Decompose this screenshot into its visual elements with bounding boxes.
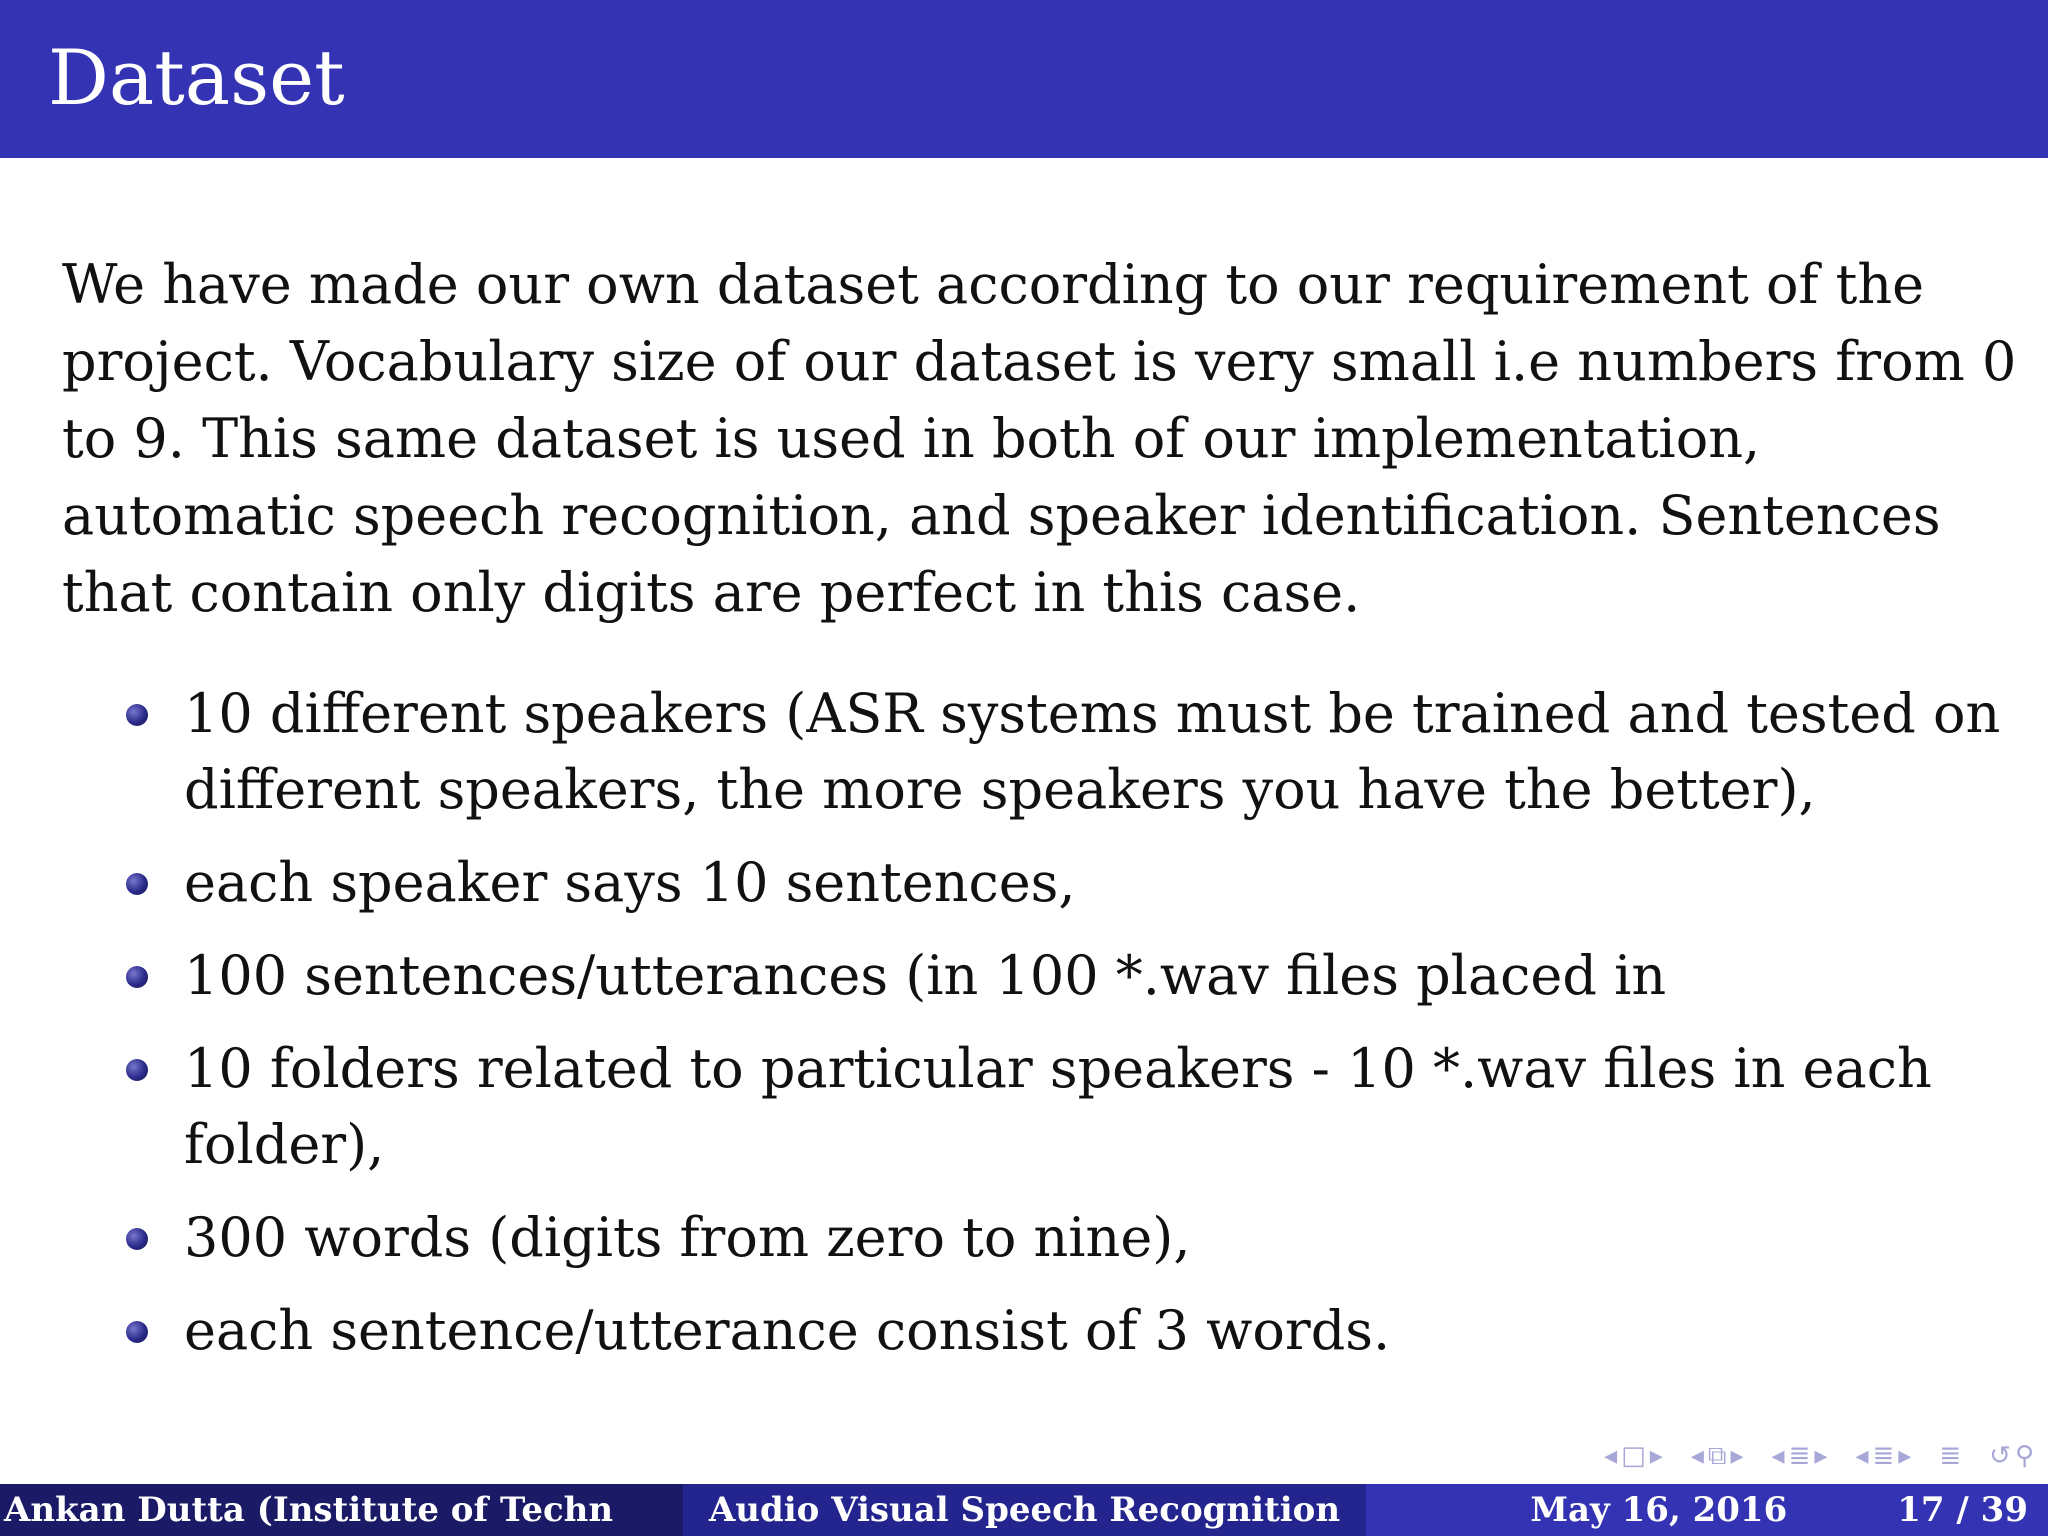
nav-doc-icon[interactable]: ≣: [1872, 1441, 1895, 1471]
list-item: [0, 1293, 2048, 1369]
bullet-list: [0, 676, 2048, 1386]
nav-frame-group: [1604, 1441, 1663, 1471]
footer: [0, 1484, 2048, 1536]
nav-appendix-group: [1939, 1441, 1961, 1471]
nav-next-subsection-icon[interactable]: ▸: [1730, 1441, 1744, 1471]
nav-prev-section-icon[interactable]: ◂: [1771, 1441, 1785, 1471]
nav-appendix-icon[interactable]: ≣: [1939, 1441, 1962, 1471]
nav-subsection-icon[interactable]: ⧉: [1707, 1440, 1727, 1471]
bullet-icon: [126, 1059, 148, 1081]
title-bar: [0, 0, 2048, 158]
nav-subsection-group: [1691, 1441, 1744, 1472]
nav-prev-doc-icon[interactable]: ◂: [1855, 1441, 1869, 1471]
nav-prev-subsection-icon[interactable]: ◂: [1690, 1441, 1704, 1471]
nav-next-frame-icon[interactable]: ▸: [1649, 1441, 1663, 1471]
footer-page-number: 17 / 39: [1897, 1490, 2028, 1530]
footer-author: Ankan Dutta (Institute of Techn: [0, 1484, 683, 1536]
intro-paragraph: We have made our own dataset according to our requirement of the project. Vocabulary size of our dataset is very small i.e numbers from 0 to 9. This same dataset is used in both of our implementation, automatic speech recognition, and speaker identification. Sentences that contain only digits are perfect in this case.: [62, 253, 2017, 624]
footer-date-page: [1366, 1484, 2048, 1536]
nav-doc-group: [1855, 1441, 1911, 1471]
bullet-icon: [126, 704, 148, 726]
nav-next-doc-icon[interactable]: ▸: [1898, 1441, 1912, 1471]
nav-next-section-icon[interactable]: ▸: [1814, 1441, 1828, 1471]
list-item: [0, 676, 2048, 828]
nav-back-icon[interactable]: ↺: [1989, 1441, 2011, 1471]
nav-section-icon[interactable]: ≣: [1788, 1441, 1811, 1471]
footer-short-title: Audio Visual Speech Recognition: [683, 1484, 1366, 1536]
nav-prev-frame-icon[interactable]: ◂: [1604, 1441, 1618, 1471]
list-item: [0, 845, 2048, 921]
footer-date: May 16, 2016: [1530, 1490, 1788, 1530]
list-item: [0, 1031, 2048, 1183]
nav-search-icon[interactable]: ⚲: [2014, 1441, 2034, 1471]
beamer-navigation: [1586, 1438, 2034, 1474]
bullet-text: 100 sentences/utterances (in 100 *.wav files placed in: [184, 944, 1667, 1007]
bullet-text: each sentence/utterance consist of 3 words.: [184, 1299, 1391, 1362]
nav-section-group: [1772, 1441, 1828, 1471]
bullet-icon: [126, 1228, 148, 1250]
list-item: [0, 1200, 2048, 1276]
bullet-icon: [126, 966, 148, 988]
bullet-icon: [126, 1321, 148, 1343]
nav-search-group: [1989, 1441, 2034, 1471]
bullet-text: each speaker says 10 sentences,: [184, 851, 1076, 914]
bullet-text: 10 different speakers (ASR systems must be trained and tested on different speakers, the more speakers you have the better),: [184, 682, 2001, 821]
bullet-icon: [126, 873, 148, 895]
list-item: [0, 938, 2048, 1014]
nav-frame-icon[interactable]: □: [1621, 1441, 1646, 1471]
bullet-text: 300 words (digits from zero to nine),: [184, 1206, 1191, 1269]
slide-title: Dataset: [48, 33, 345, 122]
bullet-text: 10 folders related to particular speakers - 10 *.wav files in each folder),: [184, 1037, 1932, 1176]
